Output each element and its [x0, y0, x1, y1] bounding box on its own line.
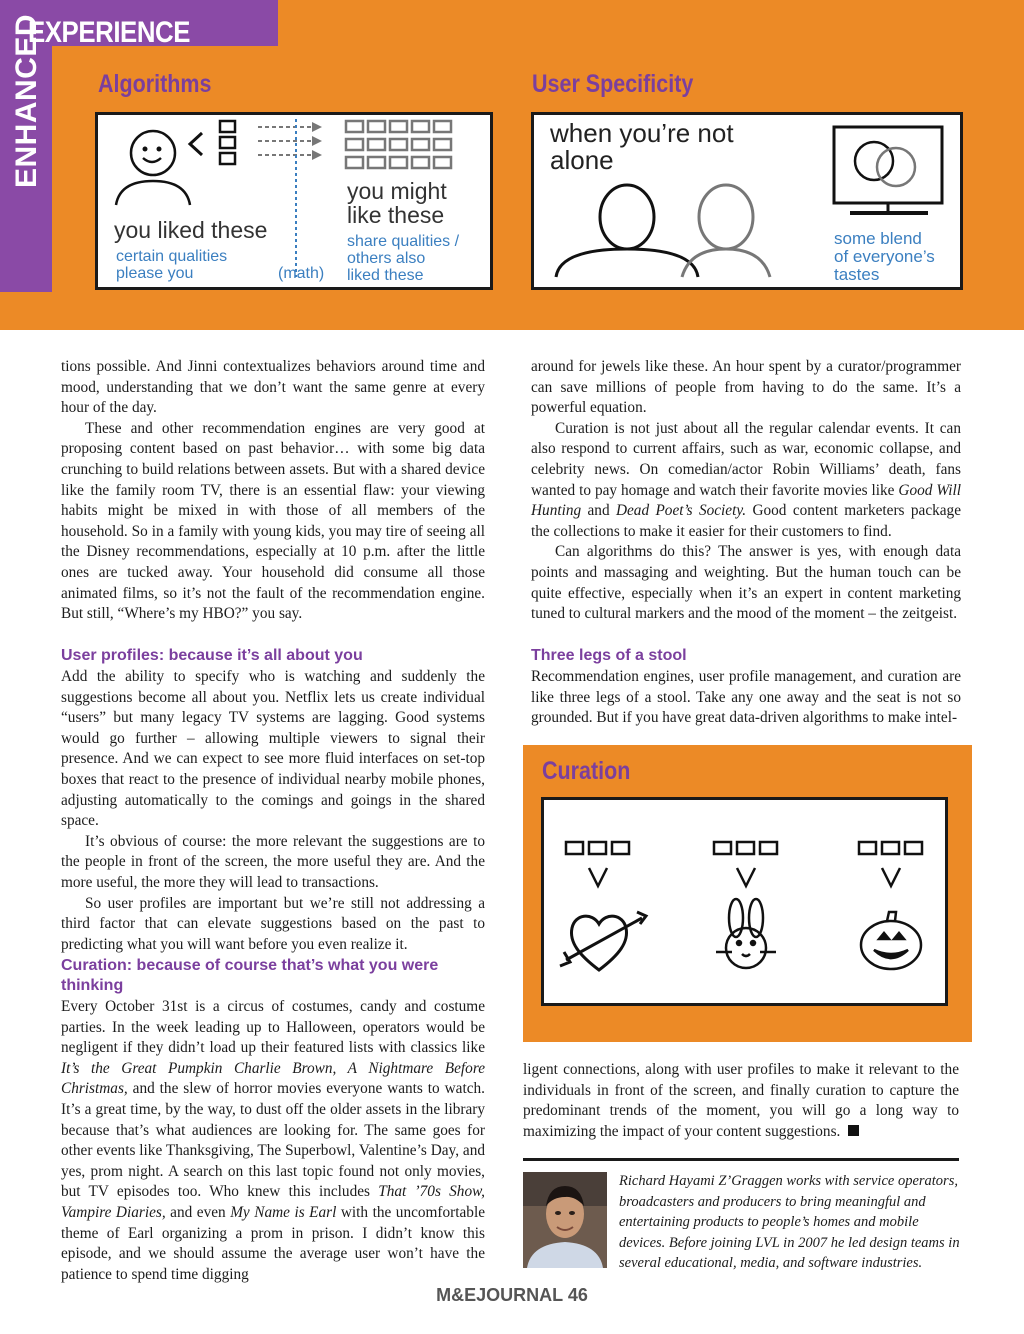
share-1: share qualities / [347, 233, 460, 250]
blend-text-3: tastes [834, 265, 880, 284]
might-like-1: you might [347, 178, 447, 204]
might-like-2: like these [347, 202, 445, 228]
left-column-curation [61, 956, 485, 1285]
algorithms-diagram [95, 112, 493, 290]
left-column-top [61, 357, 485, 625]
liked-sub-1: certain qualities [116, 248, 228, 265]
left-column-profiles [61, 646, 485, 955]
paragraph: Curation is not just about all the regular calendar events. It can also respond to current affairs, such as war, economic collapse, and celebrity news. On comedian/actor Robin Williams’ death, fans wanted to pay homage and watch their favorite movies like Good Will Hunting and Dead Poet’s Society. Good content marketers package the collections to make it easier for their customers to find. [531, 419, 961, 540]
paragraph: These and other recommendation engines are very good at proposing content based on past behavior… with some big data crunching to build relations between assets. But with a shared device like the family room TV, there is an essential flaw: your viewing habits might be mixed in with those of all members of the household. So in a family with young kids, you may tire of seeing all the Disney recommendations, especially at 10 p.m. after the little ones are tucked away. Your household did consume all those animated films, so it’s not the fault of the recommendation engine. But still, “Where’s my HBO?” you say. [61, 419, 485, 623]
right-column-stool [531, 646, 961, 729]
page-footer [0, 1285, 1024, 1306]
paragraph: So user profiles are important but we’re still not addressing a third factor that can elevate suggestions based on the past to predicting what you will want before you even realize it. [61, 894, 485, 953]
section-heading-three-legs: Three legs of a stool [531, 647, 687, 664]
paragraph: Recommendation engines, user profile management, and curation are like three legs of a stool. Take any one away and the seat is not so grounded. But if you have great data-driven algorithms to make intel- [531, 668, 961, 727]
journal-name: M&EJOURNAL [436, 1285, 563, 1305]
blend-text-1: some blend [834, 229, 922, 248]
smiley-person-icon [116, 131, 190, 205]
user-specificity-diagram [531, 112, 963, 290]
paragraph: It’s obvious of course: the more relevant the suggestions are to the people in front of the screen, the more useful they are. And the more useful, the more they will lead to transactions. [61, 832, 485, 891]
alone-text-2: alone [550, 145, 614, 175]
curation-title: Curation [542, 757, 631, 785]
paragraph: around for jewels like these. An hour spent by a curator/programmer can save millions of people from having to do the same. It’s a powerful equation. [531, 358, 961, 417]
bunny-icon [716, 899, 776, 968]
paragraph: Every October 31st is a circus of costumes, candy and costume parties. In the week leading up to Halloween, operators would be negligent if they didn’t load up their featured lists with classics like It’s the Great Pumpkin Charlie Brown, A Nightmare Before Christmas, and the slew of horror movies everyone wants to watch. It’s a great time, by the way, to dust off the older assets in the library because that’s what audiences are looking for. The same goes for other events like Thanksgiving, The Superbowl, Valentine’s Day, and yes, prom night. A search on this last topic found not only movies, but TV episodes too. Who knew this includes That ’70s Show, Vampire Diaries, and even My Name is Earl with the uncomfortable theme of Earl organizing a prom in prison. I didn’t know this episode, and we should assume the average user won’t have the patience to spend time digging [61, 998, 485, 1283]
paragraph: tions possible. And Jinni contextualizes behaviors around time and mood, understanding that we don’t want the same genre at every hour of the day. [61, 358, 485, 417]
liked-sub-2: please you [116, 265, 194, 282]
bio-divider [523, 1158, 959, 1161]
tv-icon [834, 127, 942, 213]
math-label: (math) [278, 265, 325, 282]
blend-text-2: of everyone’s [834, 247, 935, 266]
paragraph: Add the ability to specify who is watching and suddenly the suggestions become all about you. Netflix lets us create individual “users” but many legacy TV systems are lagging. Good systems would go further – allowing multiple viewers to signal their presence. And we can expect to see more fluid interfaces on set-top boxes that react to the presence of individual nearby mobile phones, adjusting automatically to the comings and goings in the shared space. [61, 668, 485, 830]
pumpkin-icon [861, 912, 921, 969]
alone-text-1: when you’re not [550, 118, 734, 148]
section-heading-curation: Curation: because of course that’s what you were thinking [61, 957, 439, 994]
author-photo [523, 1172, 607, 1268]
list-items-icon [566, 842, 922, 854]
algorithms-title: Algorithms [98, 70, 212, 98]
curation-diagram [541, 797, 948, 1006]
right-column-conclusion [523, 1060, 959, 1142]
arrows-icon [258, 127, 312, 155]
share-3: liked these [347, 267, 424, 284]
user-specificity-title: User Specificity [532, 70, 694, 98]
second-viewer-person-icon [682, 185, 770, 277]
section-label-experience: EXPERIENCE [28, 16, 191, 49]
page-number: 46 [567, 1285, 588, 1305]
section-label-enhanced: ENHANCED [10, 13, 43, 188]
end-mark-icon [848, 1125, 859, 1136]
heart-arrow-icon [560, 912, 646, 970]
section-heading-user-profiles: User profiles: because it’s all about you [61, 647, 363, 664]
paragraph: ligent connections, along with user profiles to make it relevant to the individuals in front of the screen, and finally curation to capture the predominant trends of the moment, you will go a long way to maximizing the impact of your content suggestions. [523, 1061, 959, 1140]
liked-items-icon [190, 121, 235, 164]
viewer-person-icon [556, 185, 698, 277]
share-2: others also [347, 250, 426, 267]
liked-label: you liked these [114, 217, 268, 243]
suggested-items-grid [346, 121, 451, 168]
right-column-top [531, 357, 961, 625]
down-arrow-icon [589, 868, 900, 886]
paragraph: Can algorithms do this? The answer is yes, with enough data points and massaging and weighting. But the human touch can be quite effective, especially when it’s an expert in content marketing tuned to cultural markers and the mood of the moment – the zeitgeist. [531, 543, 961, 623]
author-bio: Richard Hayami Z’Graggen works with service operators, broadcasters and producers to bring meaningful and entertaining products to people’s homes and mobile devices. Before joining LVL in 2007 he led design teams in several educational, media, and software industries. [619, 1173, 960, 1271]
